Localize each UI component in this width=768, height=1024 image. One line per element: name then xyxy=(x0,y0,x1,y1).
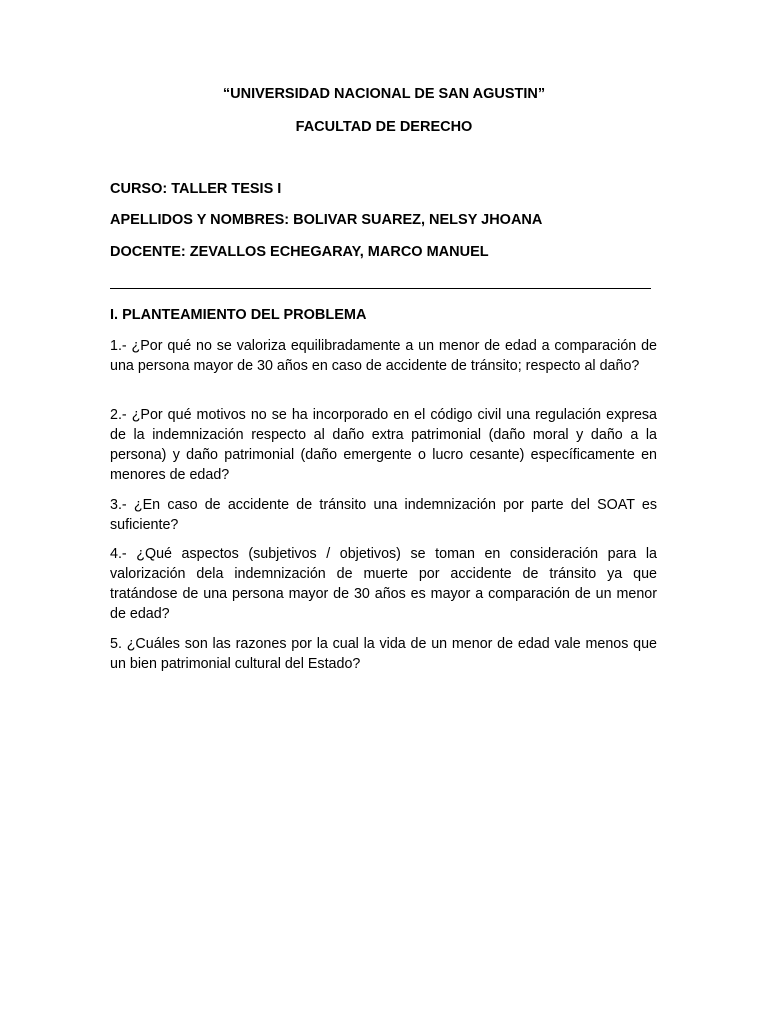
section-heading: I. PLANTEAMIENTO DEL PROBLEMA xyxy=(110,307,367,323)
teacher-line: DOCENTE: ZEVALLOS ECHEGARAY, MARCO MANUEL xyxy=(110,244,489,260)
faculty-title: FACULTAD DE DERECHO xyxy=(295,119,473,135)
student-name-line: APELLIDOS Y NOMBRES: BOLIVAR SUAREZ, NELSY JHOANA xyxy=(110,212,543,228)
course-line: CURSO: TALLER TESIS I xyxy=(110,181,282,197)
question-2: 2.- ¿Por qué motivos no se ha incorporado en el código civil una regulación expresa de la indemnización respecto al daño extra patrimonial (daño moral y daño a la persona) y daño patrimonial (daño emergente o lucro cesante) específicamente en menores de edad? xyxy=(110,407,657,483)
question-4: 4.- ¿Qué aspectos (subjetivos / objetivos) se toman en consideración para la valorización dela indemnización de muerte por accidente de tránsito ya que tratándose de una persona mayor de 30 años es mayor a comparación de un menor de edad? xyxy=(110,546,657,622)
question-1: 1.- ¿Por qué no se valoriza equilibradamente a un menor de edad a comparación de una persona mayor de 30 años en caso de accidente de tránsito; respecto al daño? xyxy=(110,338,657,374)
university-title: “UNIVERSIDAD NACIONAL DE SAN AGUSTIN” xyxy=(222,86,546,102)
separator-line xyxy=(110,288,651,289)
question-3: 3.- ¿En caso de accidente de tránsito una indemnización por parte del SOAT es suficiente? xyxy=(110,497,657,533)
question-5: 5. ¿Cuáles son las razones por la cual la vida de un menor de edad vale menos que un bien patrimonial cultural del Estado? xyxy=(110,636,657,672)
